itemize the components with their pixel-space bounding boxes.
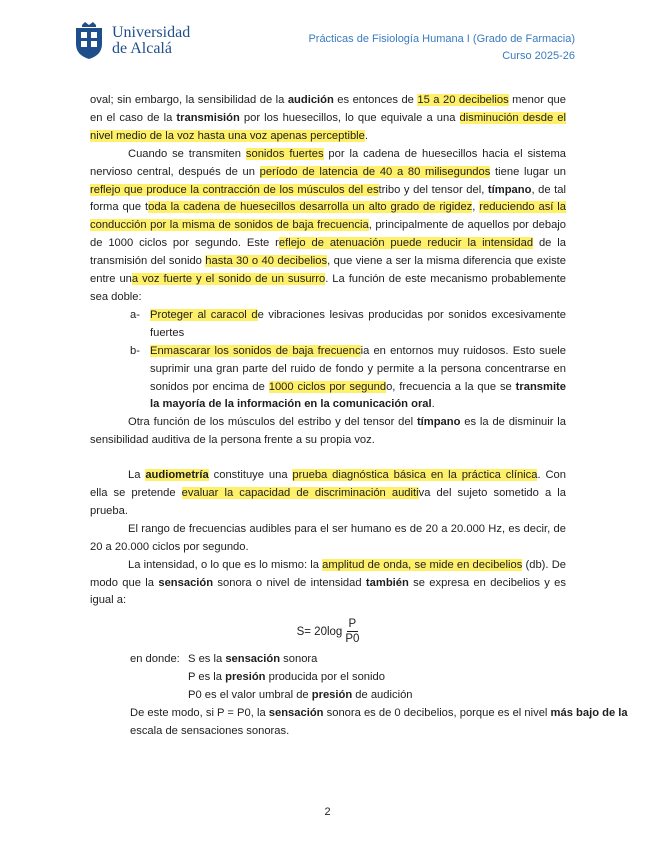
highlight: amplitud de onda, se mide en decibelios <box>322 558 523 571</box>
highlight: período de latencia de 40 a 80 milisegundos <box>259 165 491 178</box>
bold-text: tímpano <box>487 183 532 196</box>
page-header <box>308 31 575 65</box>
text: o, frecuencia a la que se <box>386 380 516 393</box>
definition-p <box>188 669 566 687</box>
definitions-lead: en donde: <box>130 653 180 666</box>
text: menor que en el caso de la <box>90 94 566 124</box>
text: P0 es el valor umbral de <box>188 689 312 702</box>
highlight: reflejo que produce la contracción de los músculos del es <box>90 183 379 196</box>
text: por los huesecillos, lo que equivale a una <box>239 111 460 124</box>
text: P es la <box>188 671 226 684</box>
text: tiene lugar un <box>490 165 567 178</box>
paragraph-1 <box>90 92 566 146</box>
university-crest-icon <box>72 22 106 60</box>
list-item <box>130 343 566 415</box>
highlight: Enmascarar los sonidos de baja frecuenc <box>150 344 361 357</box>
text: producida por el sonido <box>265 671 385 684</box>
bold-text: audición <box>287 94 334 106</box>
bold-text: presión <box>225 671 266 684</box>
text: La intensidad, o lo que es lo mismo: la <box>128 558 323 571</box>
text: e vibraciones lesivas producidas por sonidos excesivamente fuertes <box>150 308 566 339</box>
highlight: prueba diagnóstica básica en la práctica clínica <box>292 469 538 482</box>
bold-text: tímpano <box>416 416 461 429</box>
text: . <box>364 129 369 142</box>
highlight: Proteger al caracol d <box>150 308 258 321</box>
paragraph-6 <box>90 557 566 611</box>
text: , principalmente de aquellos por debajo de 1000 ciclos por segundo. Este r <box>90 219 566 250</box>
highlight: evaluar la capacidad de discriminación auditi <box>181 487 419 500</box>
highlight: 15 a 20 decibelios <box>417 94 509 106</box>
bold-text: transmite la mayoría de la información en la comunicación oral <box>150 380 567 411</box>
formula-lhs: S= 20log <box>296 625 343 638</box>
text: Cuando se transmiten <box>128 147 246 160</box>
text: De este modo, si P = P0, la <box>130 707 269 720</box>
text: , de tal forma que t <box>90 183 566 214</box>
text: La <box>128 469 146 482</box>
list-item <box>130 307 566 343</box>
text: escala de sensaciones sonoras. <box>130 725 290 737</box>
logo-line-1: Universidad <box>112 24 191 41</box>
text: ia en entornos muy ruidosos. Esto suele suprimir una gran parte del ruido de fondo y permite a la persona concentrarse en sonidos por encima de <box>150 344 567 393</box>
bold-text: presión <box>311 689 353 702</box>
text: es entonces de <box>333 94 418 106</box>
text: Otra función de los músculos del estribo y del tensor del <box>128 416 417 429</box>
highlight: audiometría <box>145 469 209 482</box>
text: . <box>431 398 435 411</box>
document-body <box>90 92 628 741</box>
list-marker: b- <box>130 344 140 357</box>
formula-fraction <box>345 618 359 647</box>
list-marker: a- <box>130 308 140 321</box>
paragraph-4 <box>90 467 566 521</box>
text: (db). De modo que la <box>90 558 567 589</box>
bold-text: transmisión <box>176 111 240 124</box>
text: sonora <box>280 653 318 666</box>
highlight: hasta 30 o 40 decibelios <box>205 255 328 268</box>
highlight: sonidos fuertes <box>245 147 324 160</box>
sensation-formula <box>90 618 566 647</box>
text: sonora o nivel de intensidad <box>213 576 366 589</box>
text: sonora es de 0 decibelios, porque es el nivel <box>323 707 551 720</box>
bold-text: más bajo de la <box>550 707 628 720</box>
closing-paragraph <box>130 705 630 741</box>
text: constituye una <box>208 469 293 482</box>
page-number: 2 <box>324 806 331 818</box>
paragraph-3 <box>90 414 566 450</box>
highlight: a voz fuerte y el sonido de un susurro <box>131 273 326 286</box>
course-year: Curso 2025-26 <box>502 50 575 62</box>
highlight: oda la cadena de huesecillos desarrolla un alto grado de rigidez <box>148 201 473 214</box>
text: , que viene a ser la misma diferencia que existe entre un <box>90 255 567 286</box>
bold-text: sensación <box>225 653 281 666</box>
formula-denominator: P0 <box>345 633 360 646</box>
text: de audición <box>352 689 413 702</box>
highlight: reduciendo así la conducción por la misma de sonidos de baja frecuencia <box>90 201 566 232</box>
university-logo <box>72 22 190 60</box>
highlight: disminución desde el nivel medio de la voz hasta una voz apenas perceptible <box>90 111 566 142</box>
highlight: eflejo de atenuación puede reducir la intensidad <box>278 237 534 250</box>
formula-definitions <box>130 651 566 705</box>
course-title: Prácticas de Fisiología Humana I (Grado de Farmacia) <box>308 33 575 45</box>
text: . La función de este mecanismo probablemente sea doble: <box>90 273 566 303</box>
highlight: 1000 ciclos por segund <box>268 380 387 393</box>
bold-text: también <box>365 576 409 589</box>
logo-line-2: de Alcalá <box>112 40 172 57</box>
text: por la cadena de huesecillos hacia el sistema nervioso central, después de un <box>90 147 566 178</box>
text: S es la <box>188 653 226 666</box>
text: se expresa en decibelios y es igual a: <box>90 576 567 607</box>
bold-text: sensación <box>158 576 214 589</box>
definition-p0 <box>188 687 566 705</box>
text: va del sujeto sometido a la prueba. <box>90 487 566 517</box>
text: es la de disminuir la sensibilidad auditiva de la persona frente a su propia voz. <box>90 416 566 447</box>
bold-text: sensación <box>268 707 324 720</box>
formula-numerator: P <box>348 618 357 631</box>
definition-s <box>188 651 317 669</box>
paragraph-5: El rango de frecuencias audibles para el ser humano es de 20 a 20.000 Hz, es decir, de 20 a 20.000 ciclos por segundo. <box>90 522 566 553</box>
text: de la transmisión del sonido <box>90 237 566 268</box>
text: tribo y del tensor del, <box>378 183 488 196</box>
paragraph-2 <box>90 146 566 307</box>
text: , <box>472 201 480 214</box>
text: oval; sin embargo, la sensibilidad de la <box>90 94 288 106</box>
text: . Con ella se pretende <box>90 469 566 500</box>
